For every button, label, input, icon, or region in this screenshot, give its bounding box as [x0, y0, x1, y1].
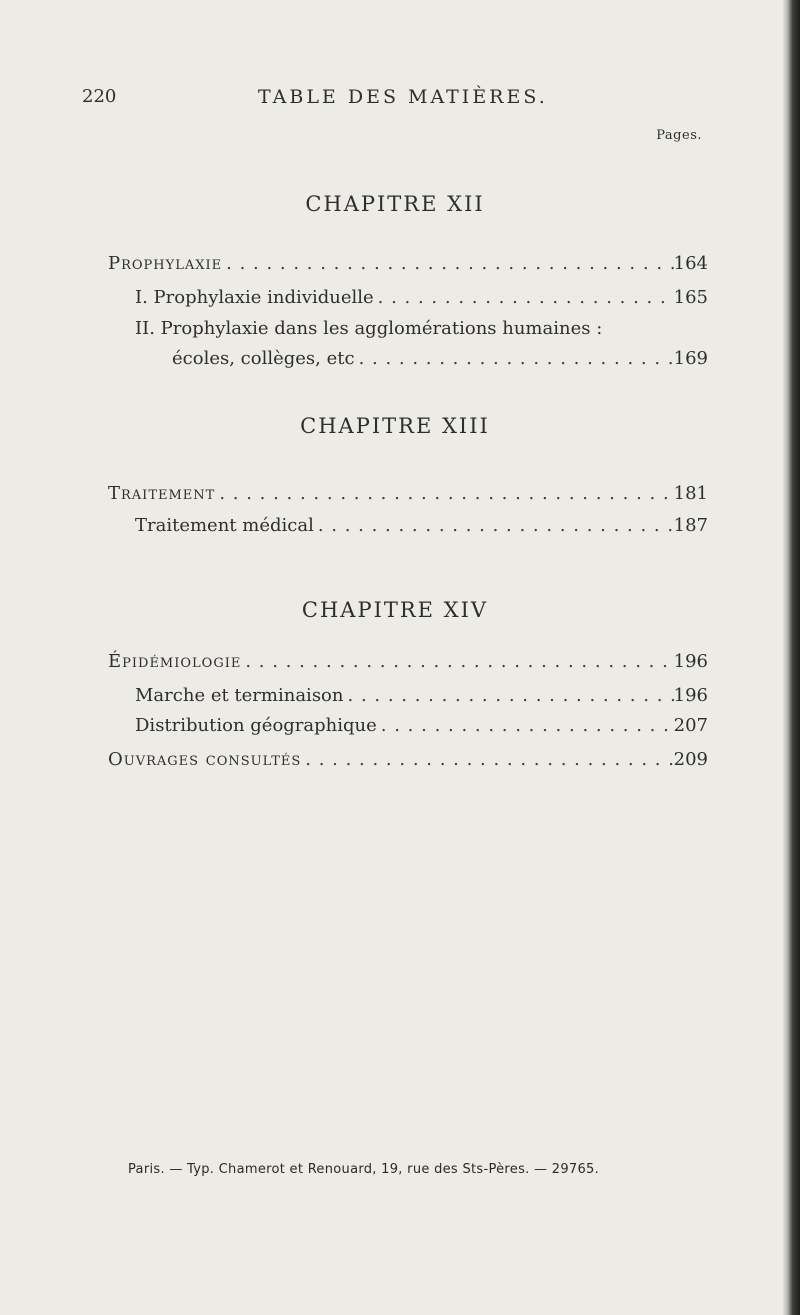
- toc-entry-label: Traitement médical: [135, 515, 314, 536]
- dot-leader: [374, 287, 674, 309]
- toc-entry-label: I. Prophylaxie individuelle: [135, 287, 374, 308]
- toc-entry-label: Marche et terminaison: [135, 685, 344, 706]
- printer-imprint: Paris. — Typ. Chamerot et Renouard, 19, rue des Sts-Pères. — 29765.: [128, 1162, 600, 1177]
- page-header: [82, 86, 702, 143]
- toc-entry-page: 187: [673, 515, 708, 536]
- dot-leader: [222, 253, 674, 275]
- toc-entry-prophylaxie[interactable]: [108, 253, 708, 275]
- toc-entry-epidemiologie[interactable]: [108, 651, 708, 673]
- toc-entry-page: 165: [673, 287, 708, 308]
- toc-entry-label: Prophylaxie: [108, 253, 223, 274]
- pages-column-label: Pages.: [656, 128, 702, 143]
- toc-entry-label: écoles, collèges, etc: [172, 348, 355, 369]
- toc-entry-agglomerations-line1[interactable]: II. Prophylaxie dans les agglomérations humaines :: [135, 318, 603, 339]
- toc-entry-page: 196: [673, 685, 708, 706]
- page-number: 220: [82, 86, 117, 107]
- toc-entry-traitement-medical[interactable]: [135, 515, 708, 537]
- chapter-heading-xiv: CHAPITRE XIV: [301, 598, 489, 622]
- dot-leader: [241, 651, 673, 673]
- toc-entry-distribution-geographique[interactable]: [135, 715, 708, 737]
- toc-entry-traitement[interactable]: [108, 483, 708, 505]
- toc-entry-page: 207: [673, 715, 708, 736]
- dot-leader: [377, 715, 674, 737]
- toc-entry-page: 209: [673, 749, 708, 770]
- toc-entry-page: 181: [673, 483, 708, 504]
- toc-entry-label: Distribution géographique: [135, 715, 377, 736]
- chapter-heading-xii: CHAPITRE XII: [305, 192, 485, 216]
- toc-entry-page: 196: [673, 651, 708, 672]
- toc-entry-prophylaxie-individuelle[interactable]: [135, 287, 708, 309]
- toc-entry-marche-terminaison[interactable]: [135, 685, 708, 707]
- dot-leader: [215, 483, 673, 505]
- dot-leader: [344, 685, 674, 707]
- toc-entry-page: 164: [673, 253, 708, 274]
- dot-leader: [301, 749, 673, 771]
- toc-entry-page: 169: [673, 348, 708, 369]
- chapter-heading-xiii: CHAPITRE XIII: [300, 414, 490, 438]
- dot-leader: [355, 348, 674, 370]
- toc-entry-label: Ouvrages consultés: [108, 749, 302, 770]
- toc-entry-ouvrages-consultes[interactable]: [108, 749, 708, 771]
- toc-entry-label: Épidémiologie: [108, 651, 242, 672]
- toc-entry-label: Traitement: [108, 483, 216, 504]
- dot-leader: [314, 515, 674, 537]
- running-title: TABLE DES MATIÈRES.: [258, 86, 548, 108]
- toc-entry-ecoles-colleges[interactable]: [172, 348, 708, 370]
